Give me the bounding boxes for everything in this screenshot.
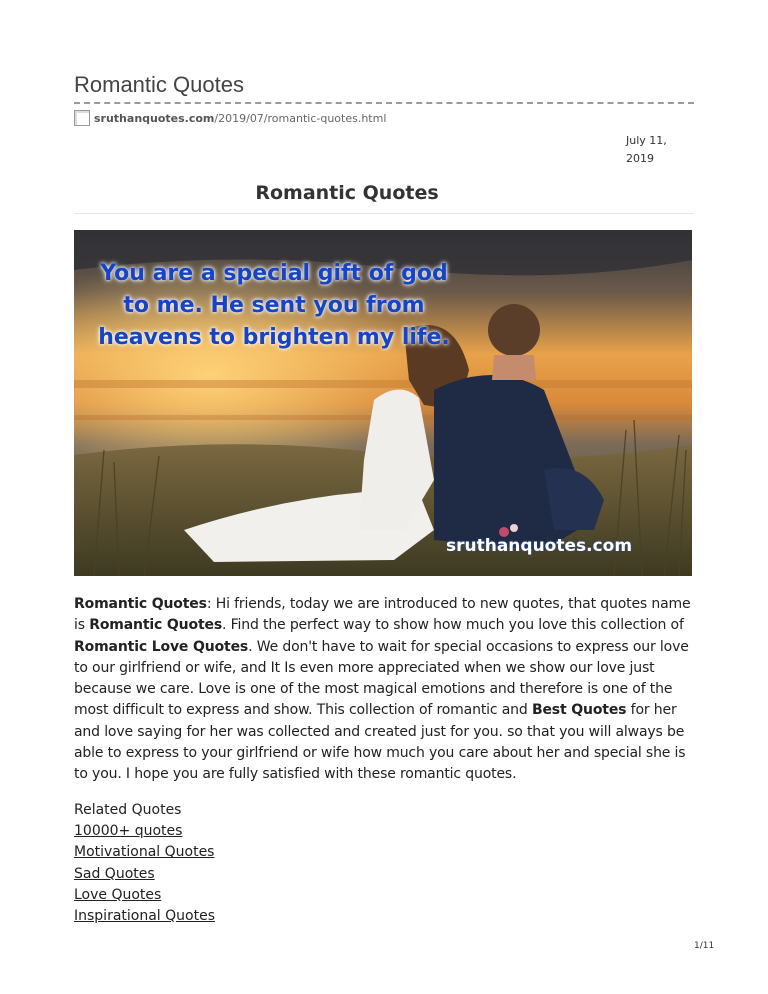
body-keyword-1: Romantic Quotes xyxy=(74,596,207,612)
related-link-inspirational[interactable]: Inspirational Quotes xyxy=(74,908,215,925)
related-link-motivational[interactable]: Motivational Quotes xyxy=(74,844,215,861)
post-date xyxy=(626,132,686,168)
hero-image xyxy=(74,230,692,576)
related-link-love[interactable]: Love Quotes xyxy=(74,886,162,903)
date-line-2: 2019 xyxy=(626,152,654,165)
post-body xyxy=(74,594,696,786)
image-quote-line-1: You are a special gift of god xyxy=(100,261,448,286)
body-text-3: . We don't have to wait for special occasions to express our love to our girlfriend or wife, and It Is even more appreciated when we show our love just because we care. Love is one of the most magical emotions and therefore is one of the most difficult to express and show. This collection of romantic and xyxy=(74,638,689,719)
related-link-sad[interactable]: Sad Quotes xyxy=(74,865,155,882)
image-watermark: sruthanquotes.com xyxy=(446,536,633,556)
body-keyword-4: Best Quotes xyxy=(531,702,627,719)
title-divider xyxy=(74,102,694,104)
body-keyword-2: Romantic Quotes xyxy=(89,617,223,634)
favicon-icon xyxy=(74,110,90,126)
related-link-10000-quotes[interactable]: 10000+ quotes xyxy=(74,823,183,840)
document-title: Romantic Quotes xyxy=(74,72,244,97)
url-domain: sruthanquotes.com xyxy=(94,111,215,125)
date-line-1: July 11, xyxy=(626,134,667,147)
image-quote-text xyxy=(74,258,474,354)
body-keyword-3: Romantic Love Quotes xyxy=(74,638,249,655)
body-text-2: . Find the perfect way to show how much you love this collection of xyxy=(222,617,684,634)
page-number: 1/11 xyxy=(694,941,715,951)
heading-divider xyxy=(74,213,694,214)
post-heading: Romantic Quotes xyxy=(255,182,439,204)
source-url xyxy=(74,109,386,127)
image-quote-line-3: heavens to brighten my life. xyxy=(98,325,450,350)
image-quote-line-2: to me. He sent you from xyxy=(123,293,425,318)
related-quotes xyxy=(74,800,215,927)
url-path: /2019/07/romantic-quotes.html xyxy=(214,111,387,125)
related-label: Related Quotes xyxy=(74,802,182,818)
body-text-1: : Hi friends, today we are introduced to new quotes, that quotes name is xyxy=(74,596,691,634)
body-text-4: for her and love saying for her was collected and created just for you. so that you will always be able to express to your girlfriend or wife how much you care about her and special she is to you. I hope you are fully satisfied with these romantic quotes. xyxy=(74,702,686,783)
